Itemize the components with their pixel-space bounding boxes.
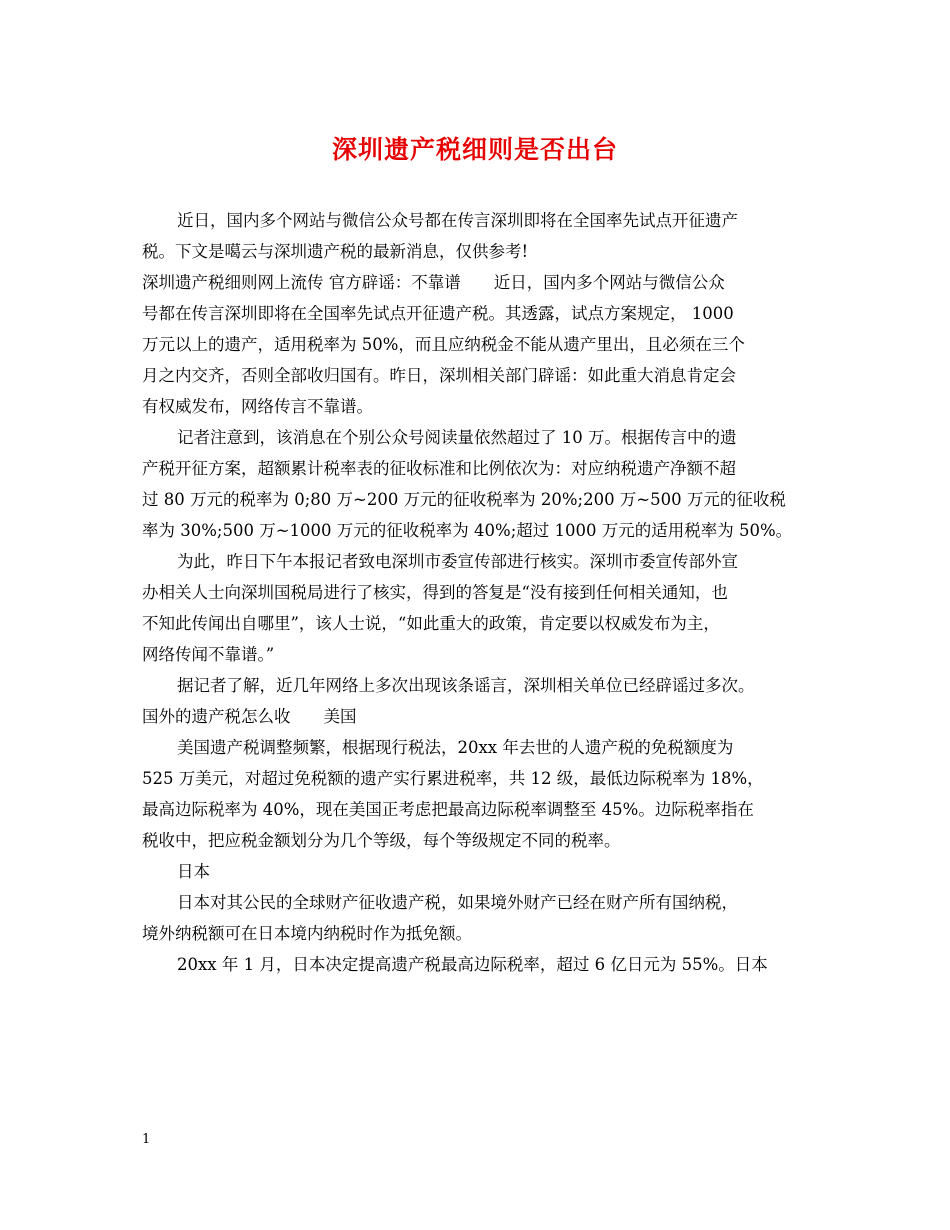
text-line: 万元以上的遗产，适用税率为 50%，而且应纳税金不能从遗产里出，且必须在三个 <box>142 335 745 354</box>
page-number: 1 <box>142 1132 151 1147</box>
text-line: 20xx 年 1 月，日本决定提高遗产税最高边际税率，超过 6 亿日元为 55%。日本 <box>177 955 768 974</box>
text-line: 税收中，把应税金额划分为几个等级，每个等级规定不同的税率。 <box>142 831 621 850</box>
section-heading-foreign: 国外的遗产税怎么收 美国 <box>142 707 357 726</box>
text-line: 过 80 万元的税率为 0;80 万~200 万元的征收税率为 20%;200 万~500 万元的征收税 <box>142 490 786 509</box>
text-line: 不知此传闻出自哪里”，该人士说，“如此重大的政策，肯定要以权威发布为主， <box>142 614 720 633</box>
text-line: 近日，国内多个网站与微信公众号都在传言深圳即将在全国率先试点开征遗产 <box>177 211 738 230</box>
text-line: 率为 30%;500 万~1000 万元的征收税率为 40%;超过 1000 万元的适用税率为 50%。 <box>142 521 793 540</box>
text-line: 深圳遗产税细则网上流传 官方辟谣：不靠谱 近日，国内多个网站与微信公众 <box>142 273 725 292</box>
text-line: 月之内交齐，否则全部收归国有。昨日，深圳相关部门辟谣：如此重大消息肯定会 <box>142 366 736 385</box>
text-line: 日本对其公民的全球财产征收遗产税，如果境外财产已经在财产所有国纳税， <box>177 893 738 912</box>
text-line: 有权威发布，网络传言不靠谱。 <box>142 397 373 416</box>
text-line: 网络传闻不靠谱。” <box>142 645 275 664</box>
text-line: 据记者了解，近几年网络上多次出现该条谣言，深圳相关单位已经辟谣过多次。 <box>177 676 755 695</box>
text-line: 记者注意到，该消息在个别公众号阅读量依然超过了 10 万。根据传言中的遗 <box>177 428 737 447</box>
document-body <box>142 205 814 980</box>
text-line: 产税开征方案，超额累计税率表的征收标准和比例依次为：对应纳税遗产净额不超 <box>142 459 736 478</box>
text-line: 号都在传言深圳即将在全国率先试点开征遗产税。其透露，试点方案规定， 1000 <box>142 304 734 323</box>
text-line: 525 万美元，对超过免税额的遗产实行累进税率，共 12 级，最低边际税率为 18%， <box>142 769 764 788</box>
text-line: 境外纳税额可在日本境内纳税时作为抵免额。 <box>142 924 472 943</box>
text-line: 最高边际税率为 40%，现在美国正考虑把最高边际税率调整至 45%。边际税率指在 <box>142 800 754 819</box>
text-line: 办相关人士向深圳国税局进行了核实，得到的答复是“没有接到任何相关通知，也 <box>142 583 728 602</box>
text-line: 美国遗产税调整频繁，根据现行税法，20xx 年去世的人遗产税的免税额度为 <box>177 738 734 757</box>
text-line: 税。下文是噶云与深圳遗产税的最新消息，仅供参考! <box>142 242 529 261</box>
section-heading-japan: 日本 <box>177 862 210 881</box>
document-title: 深圳遗产税细则是否出台 <box>331 135 618 164</box>
text-line: 为此，昨日下午本报记者致电深圳市委宣传部进行核实。深圳市委宣传部外宣 <box>177 552 738 571</box>
